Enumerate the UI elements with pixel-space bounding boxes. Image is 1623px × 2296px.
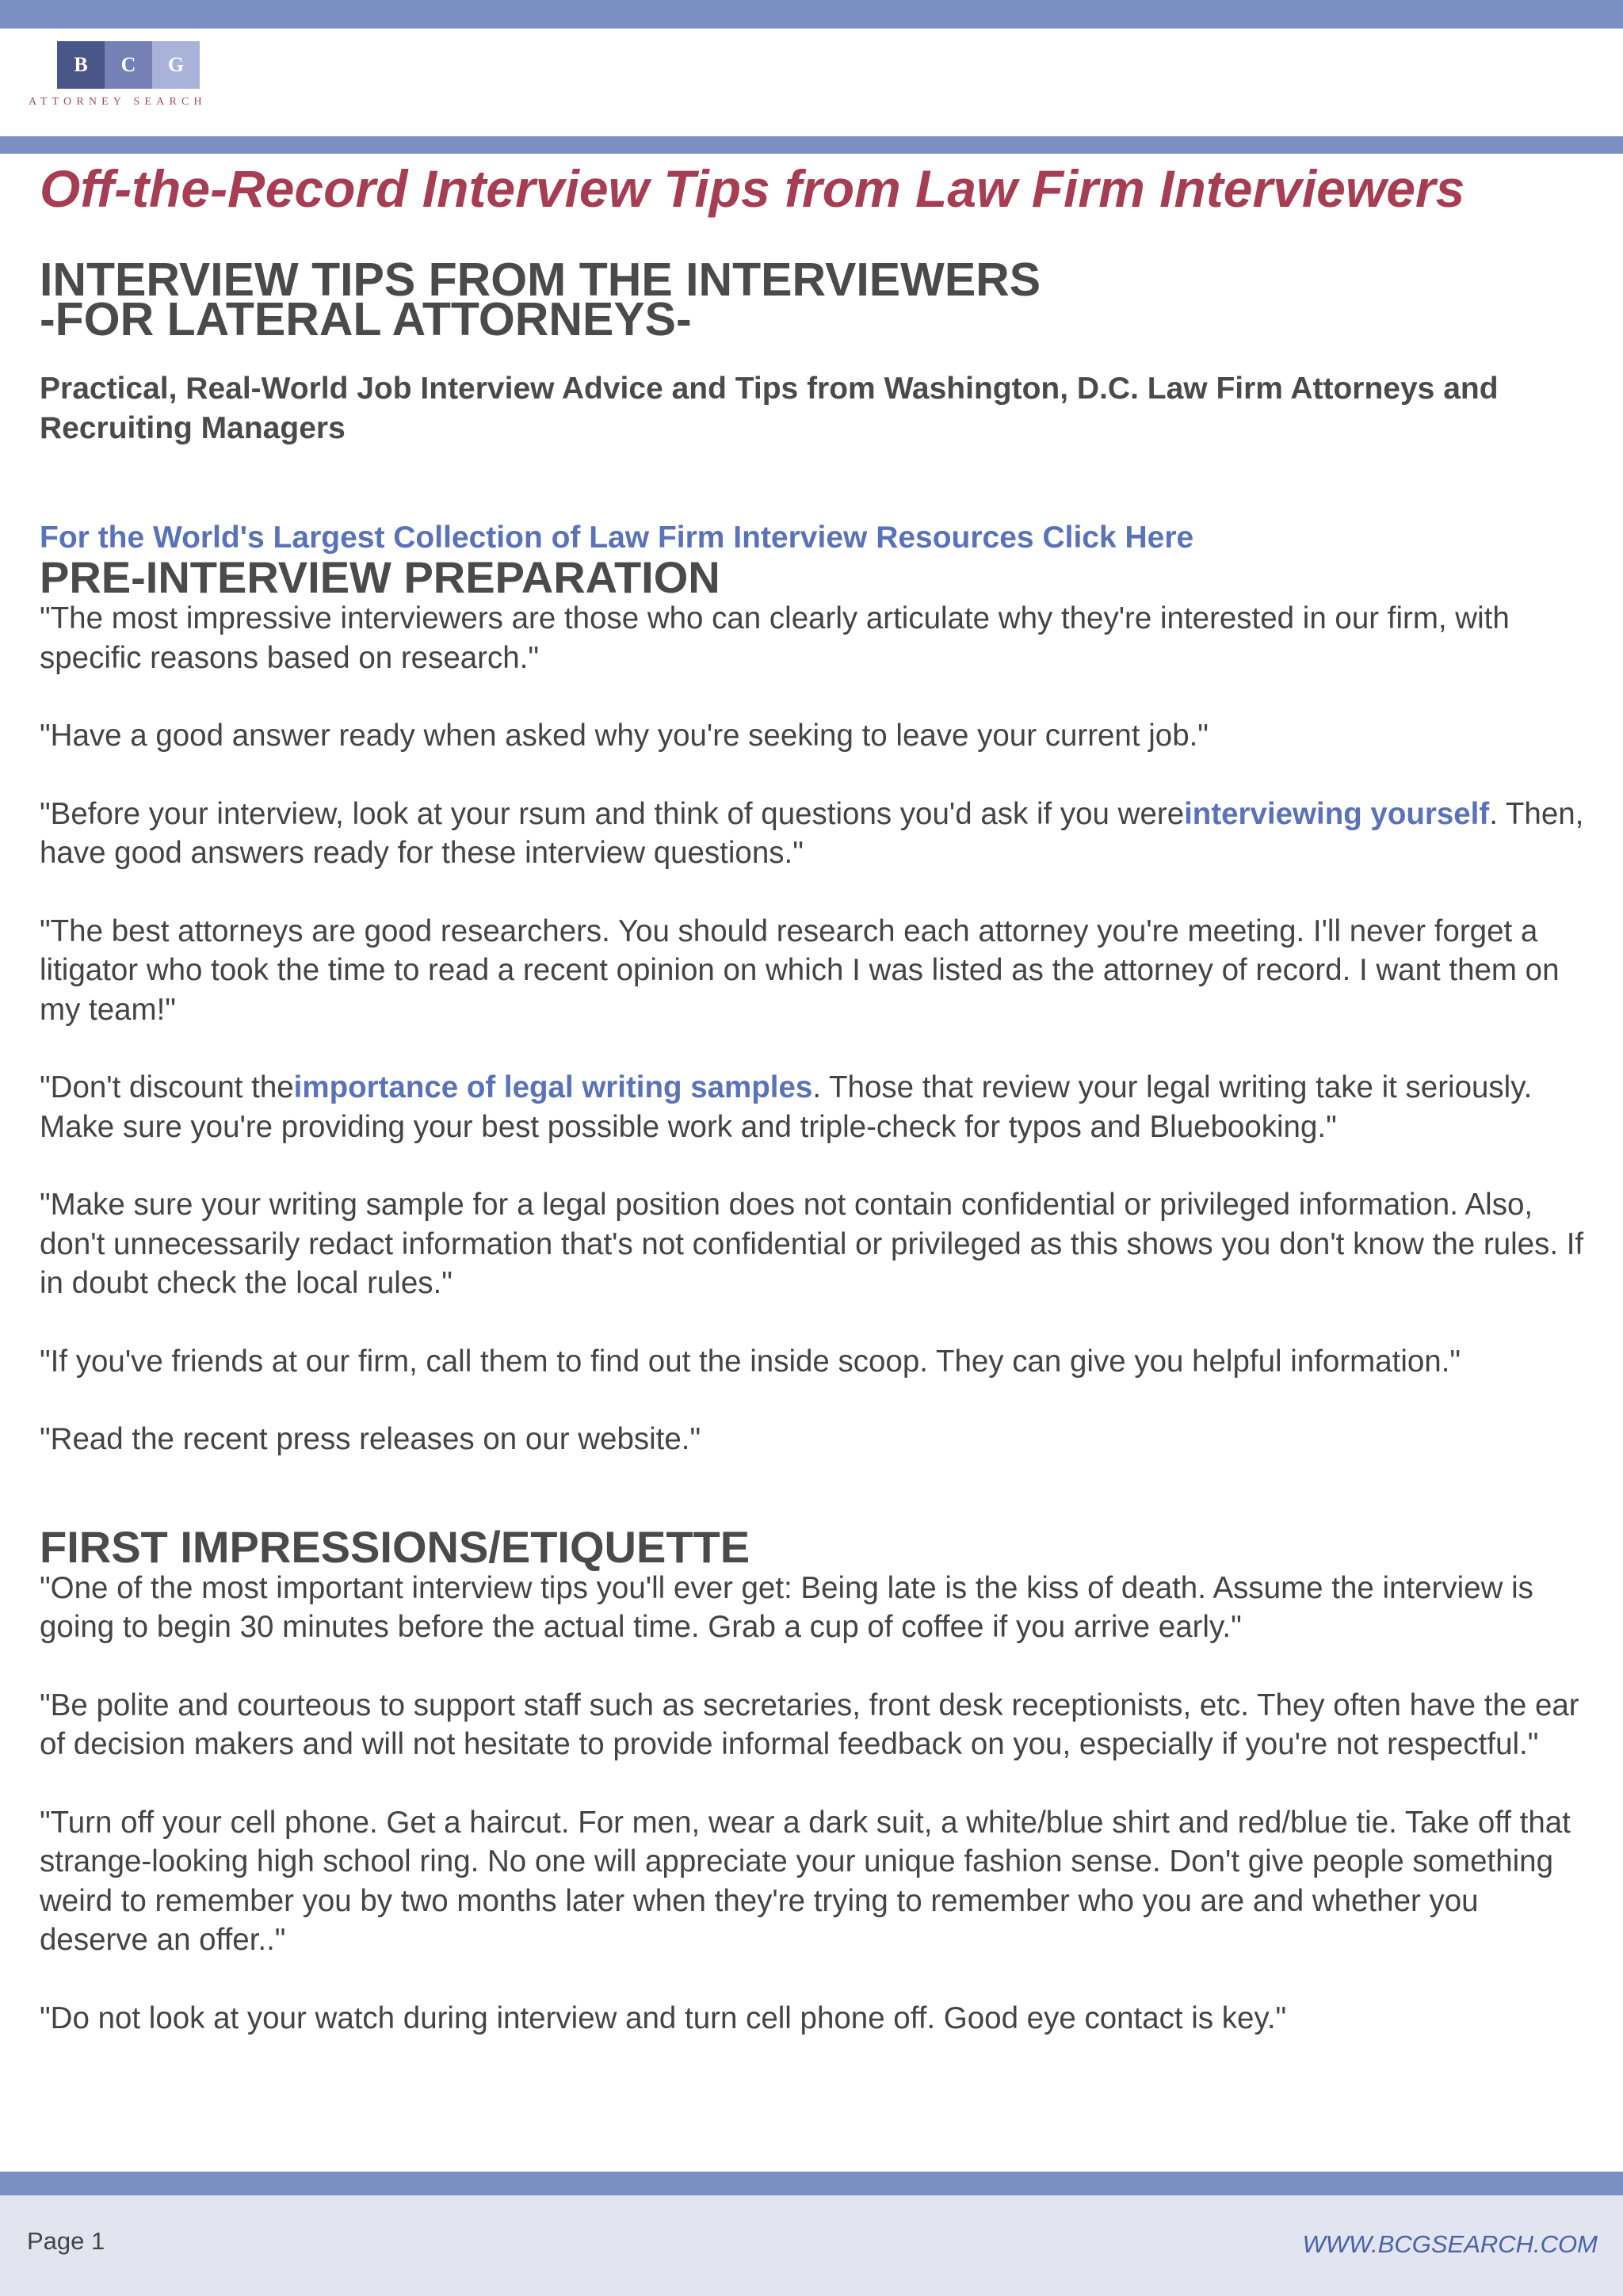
quote-paragraph: "Make sure your writing sample for a legal position does not contain confidential or privileged information. Also, don't unnecessarily redact information that's not confidential or privileged as this shows you don't know the rules. If in doubt check the local rules." bbox=[40, 1188, 1584, 1300]
quote-paragraph: "If you've friends at our firm, call them to find out the inside scoop. They can give you helpful information." bbox=[40, 1344, 1461, 1379]
quote-paragraph: "Turn off your cell phone. Get a haircut. For men, wear a dark suit, a white/blue shirt and red/blue tie. Take off that strange-looking high school ring. No one will appreciate your unique fashion sense. Don't give people something weird to remember you by two months later when they're trying to remember who you are and whether you deserve an offer.." bbox=[40, 1805, 1571, 1957]
subtitle-line-1: Practical, Real-World Job Interview Advice and Tips from Washington, D.C. Law Firm Attorneys and bbox=[40, 372, 1499, 406]
quote-paragraph: "Do not look at your watch during interview and turn cell phone off. Good eye contact is key." bbox=[40, 2000, 1287, 2035]
quote-text: "Don't discount the bbox=[40, 1070, 294, 1104]
subtitle-line-2: Recruiting Managers bbox=[40, 411, 346, 445]
logo-box-g: G bbox=[152, 41, 200, 89]
main-heading bbox=[40, 254, 1593, 345]
quote-paragraph: "One of the most important interview tips you'll ever get: Being late is the kiss of death. Assume the interview is going to begin 30 minutes before the actual time. Grab a cup of coffee if you arrive early." bbox=[40, 1570, 1533, 1644]
bcg-logo[interactable] bbox=[29, 41, 242, 113]
quote-paragraph: "The best attorneys are good researchers. You should research each attorney you're meeting. I'll never forget a litigator who took the time to read a recent opinion on which I was listed as the attorney of record. I want them on my team!" bbox=[40, 913, 1560, 1027]
quote-paragraph: "Have a good answer ready when asked why you're seeking to leave your current job." bbox=[40, 719, 1209, 753]
section-heading-preparation: PRE-INTERVIEW PREPARATION bbox=[40, 552, 720, 602]
quote-paragraph bbox=[40, 1068, 1593, 1146]
top-accent-bar bbox=[0, 0, 1623, 29]
legal-writing-samples-link[interactable]: importance of legal writing samples bbox=[293, 1070, 813, 1104]
quote-paragraph bbox=[40, 795, 1593, 873]
footer-accent-bar bbox=[0, 2172, 1623, 2195]
section-heading-first-impressions: FIRST IMPRESSIONS/ETIQUETTE bbox=[40, 1521, 750, 1572]
logo-subtitle: ATTORNEY SEARCH bbox=[29, 96, 207, 108]
logo-box-c: C bbox=[105, 41, 152, 89]
main-heading-line-1: INTERVIEW TIPS FROM THE INTERVIEWERS bbox=[40, 254, 1041, 306]
quote-text: . Then, have good answers ready for these interview questions." bbox=[40, 796, 1584, 870]
quote-paragraph: "Read the recent press releases on our website." bbox=[40, 1422, 701, 1456]
logo-box-b: B bbox=[57, 41, 105, 89]
resources-link[interactable]: For the World's Largest Collection of Law Firm Interview Resources Click Here bbox=[40, 521, 1194, 555]
subtitle bbox=[40, 369, 1593, 448]
quote-paragraph: "The most impressive interviewers are those who can clearly articulate why they're interested in our firm, with specific reasons based on research." bbox=[40, 601, 1510, 675]
interviewing-yourself-link[interactable]: interviewing yourself bbox=[1184, 796, 1490, 831]
header-divider-bar bbox=[0, 136, 1623, 154]
document-title: Off-the-Record Interview Tips from Law Firm Interviewers bbox=[40, 159, 1465, 218]
document-body bbox=[40, 155, 1593, 2077]
quote-text: . Those that review your legal writing take it seriously. Make sure you're providing your best possible work and triple-check for typos and Bluebooking." bbox=[40, 1070, 1533, 1144]
page-footer bbox=[0, 2195, 1623, 2296]
website-link[interactable]: WWW.BCGSEARCH.COM bbox=[1302, 2230, 1598, 2258]
page-number: Page 1 bbox=[27, 2227, 105, 2255]
quote-paragraph: "Be polite and courteous to support staff such as secretaries, front desk receptionists, etc. They often have the ear of decision makers and will not hesitate to provide informal feedback on you, especially if you're not respectful." bbox=[40, 1688, 1579, 1761]
quote-text: "Before your interview, look at your rsum and think of questions you'd ask if you were bbox=[40, 796, 1185, 831]
logo-letter-boxes bbox=[57, 41, 200, 89]
main-heading-line-2: -FOR LATERAL ATTORNEYS- bbox=[40, 293, 692, 345]
